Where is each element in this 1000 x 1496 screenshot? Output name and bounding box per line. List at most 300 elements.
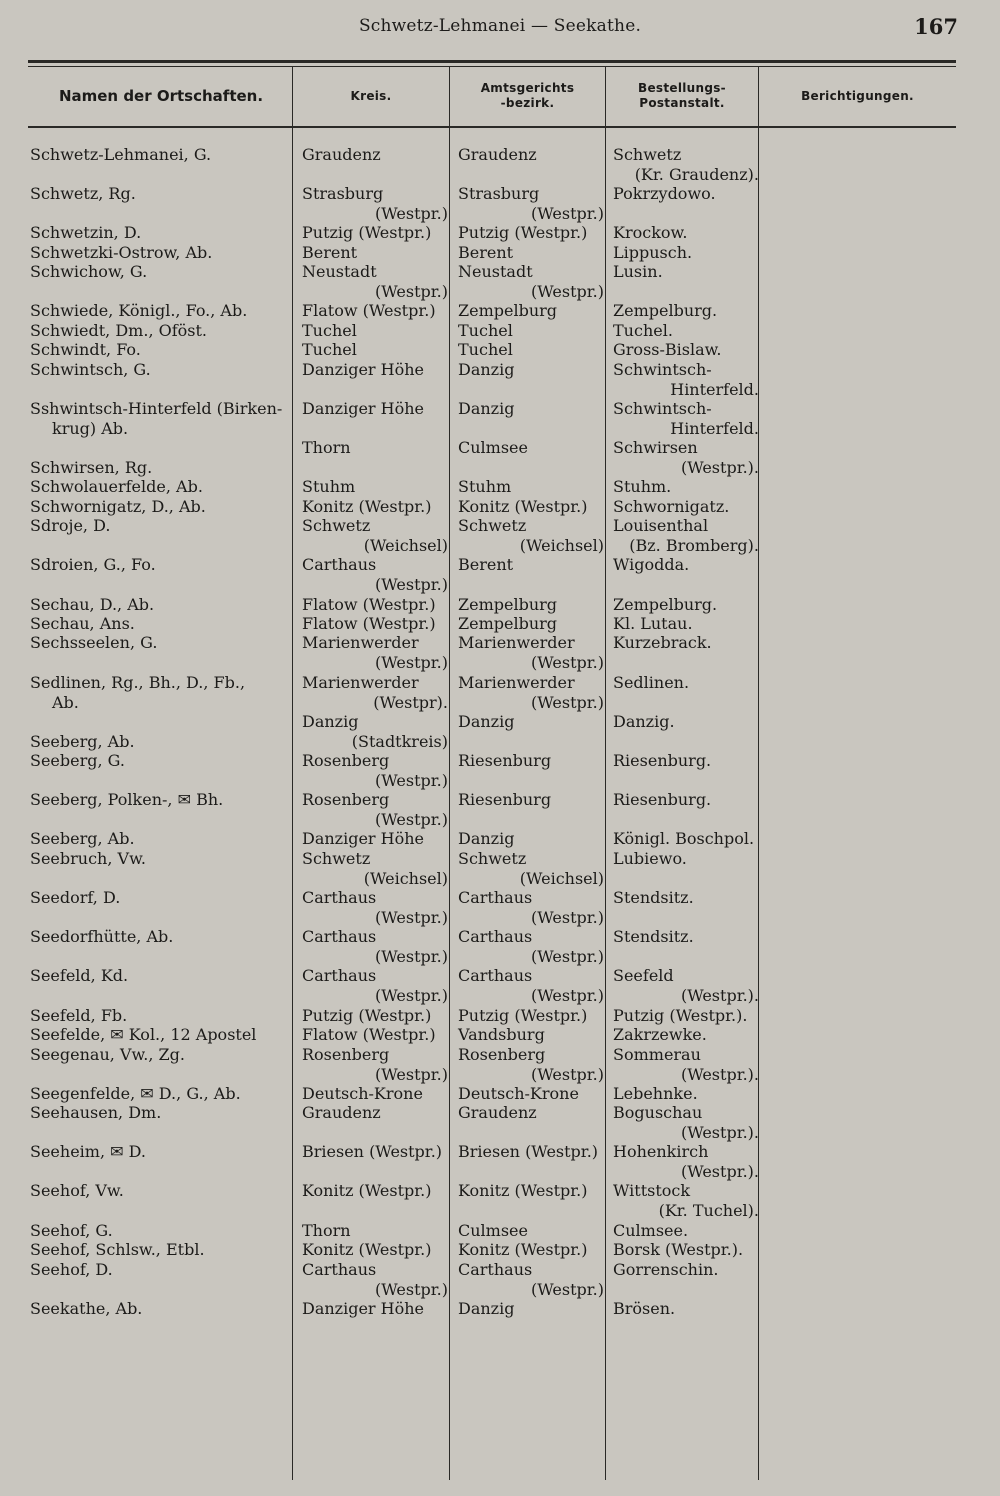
cell-line: Wigodda. bbox=[613, 555, 690, 574]
cell-line: Hinterfeld. bbox=[670, 379, 759, 399]
cell-line: (Westpr.). bbox=[680, 1064, 759, 1084]
place-name bbox=[30, 1299, 292, 1319]
amtsgericht-cell bbox=[458, 262, 604, 301]
kreis-cell bbox=[302, 751, 448, 790]
column-header-kreis: Kreis. bbox=[350, 88, 392, 103]
cell-line: Seehof, G. bbox=[30, 1221, 113, 1240]
place-name bbox=[30, 751, 292, 771]
cell-line: Deutsch-Krone bbox=[302, 1084, 423, 1103]
cell-line: Rosenberg bbox=[302, 1045, 390, 1064]
cell-line: Schwiedt, Dm., Oföst. bbox=[30, 321, 208, 340]
cell-line: Danzig bbox=[458, 399, 515, 418]
postanstalt-cell bbox=[613, 1084, 759, 1104]
place-name bbox=[30, 438, 292, 477]
cell-line: Tuchel bbox=[302, 321, 357, 340]
cell-line: Seebruch, Vw. bbox=[30, 849, 146, 868]
cell-line: Schwetz bbox=[458, 516, 527, 535]
cell-line: Schwetz-Lehmanei, G. bbox=[30, 145, 212, 164]
cell-line: Borsk (Westpr.). bbox=[613, 1240, 744, 1259]
kreis-cell bbox=[302, 399, 448, 419]
kreis-cell bbox=[302, 888, 448, 927]
page-number: 167 bbox=[914, 14, 958, 39]
place-name bbox=[30, 340, 292, 360]
cell-line: Seedorfhütte, Ab. bbox=[30, 927, 174, 946]
amtsgericht-cell bbox=[458, 399, 604, 419]
kreis-cell bbox=[302, 614, 448, 634]
cell-line: Schwiede, Königl., Fo., Ab. bbox=[30, 301, 248, 320]
cell-line: Louisenthal bbox=[613, 516, 709, 535]
amtsgericht-cell bbox=[458, 516, 604, 555]
cell-line: Schwirsen, Rg. bbox=[30, 457, 153, 477]
cell-line: (Westpr.) bbox=[375, 652, 448, 672]
amtsgericht-cell bbox=[458, 321, 604, 341]
amtsgericht-cell bbox=[458, 1181, 604, 1201]
place-name bbox=[30, 243, 292, 263]
cell-line: Tuchel bbox=[302, 340, 357, 359]
place-name bbox=[30, 399, 292, 438]
cell-line: Seehof, Schlsw., Etbl. bbox=[30, 1240, 205, 1259]
cell-line: Sdroien, G., Fo. bbox=[30, 555, 156, 574]
amtsgericht-cell bbox=[458, 927, 604, 966]
cell-line: Seeberg, Polken-, ✉ Bh. bbox=[30, 790, 224, 809]
place-name bbox=[30, 301, 292, 321]
place-name bbox=[30, 1103, 292, 1123]
cell-line: Schwetz, Rg. bbox=[30, 184, 136, 203]
cell-line: Seefelde, ✉ Kol., 12 Apostel bbox=[30, 1025, 257, 1044]
amtsgericht-cell bbox=[458, 1084, 604, 1104]
cell-line: Rosenberg bbox=[302, 790, 390, 809]
cell-line: Zempelburg. bbox=[613, 301, 718, 320]
cell-line: Graudenz bbox=[458, 145, 537, 164]
cell-line: Zakrzewke. bbox=[613, 1025, 707, 1044]
kreis-cell bbox=[302, 438, 448, 458]
place-name bbox=[30, 1260, 292, 1280]
cell-line: Putzig (Westpr.) bbox=[302, 1006, 432, 1025]
cell-line: Berent bbox=[302, 243, 358, 262]
cell-line: Culmsee bbox=[458, 438, 528, 457]
cell-line: Hohenkirch bbox=[613, 1142, 709, 1161]
cell-line: Schwetzki-Ostrow, Ab. bbox=[30, 243, 213, 262]
cell-line: Marienwerder bbox=[458, 673, 575, 692]
amtsgericht-cell bbox=[458, 1240, 604, 1260]
postanstalt-cell bbox=[613, 1181, 759, 1220]
place-name bbox=[30, 477, 292, 497]
kreis-cell bbox=[302, 301, 448, 321]
cell-line: Kurzebrack. bbox=[613, 633, 712, 652]
kreis-cell bbox=[302, 223, 448, 243]
cell-line: Danziger Höhe bbox=[302, 360, 425, 379]
postanstalt-cell bbox=[613, 790, 759, 810]
cell-line: Ab. bbox=[52, 692, 79, 712]
cell-line: Seeheim, ✉ D. bbox=[30, 1142, 146, 1161]
amtsgericht-cell bbox=[458, 673, 604, 712]
amtsgericht-cell bbox=[458, 966, 604, 1005]
cell-line: Schwetzin, D. bbox=[30, 223, 142, 242]
postanstalt-cell bbox=[613, 1221, 759, 1241]
cell-line: Sommerau bbox=[613, 1045, 701, 1064]
amtsgericht-cell bbox=[458, 340, 604, 360]
place-name bbox=[30, 1142, 292, 1162]
cell-line: Tuchel. bbox=[613, 321, 673, 340]
cell-line: Neustadt bbox=[458, 262, 533, 281]
kreis-cell bbox=[302, 829, 448, 849]
amtsgericht-cell bbox=[458, 1142, 604, 1162]
cell-line bbox=[30, 712, 292, 732]
cell-line: Gross-Bislaw. bbox=[613, 340, 722, 359]
cell-line: (Westpr.) bbox=[531, 1064, 604, 1084]
place-name bbox=[30, 1084, 292, 1104]
cell-line: Konitz (Westpr.) bbox=[458, 1240, 588, 1259]
cell-line: Danziger Höhe bbox=[302, 1299, 425, 1318]
cell-line: Schwintsch- bbox=[613, 399, 712, 418]
running-title: Schwetz-Lehmanei — Seekathe. bbox=[358, 16, 642, 36]
cell-line: Königl. Boschpol. bbox=[613, 829, 755, 848]
cell-line: (Westpr.) bbox=[375, 809, 448, 829]
cell-line: Deutsch-Krone bbox=[458, 1084, 579, 1103]
cell-line: Stendsitz. bbox=[613, 927, 694, 946]
cell-line: Schwetz bbox=[302, 849, 371, 868]
cell-line: Brösen. bbox=[613, 1299, 676, 1318]
kreis-cell bbox=[302, 1181, 448, 1201]
cell-line: Tuchel bbox=[458, 321, 513, 340]
postanstalt-cell bbox=[613, 340, 759, 360]
cell-line: Graudenz bbox=[302, 145, 381, 164]
cell-line: Danzig bbox=[458, 712, 515, 731]
cell-line: Danzig bbox=[458, 360, 515, 379]
cell-line: Schwintsch- bbox=[613, 360, 712, 379]
cell-line: (Westpr.) bbox=[375, 281, 448, 301]
cell-line: (Kr. Tuchel). bbox=[658, 1200, 759, 1220]
kreis-cell bbox=[302, 497, 448, 517]
postanstalt-cell bbox=[613, 595, 759, 615]
amtsgericht-cell bbox=[458, 243, 604, 263]
cell-line: Marienwerder bbox=[302, 673, 419, 692]
amtsgericht-cell bbox=[458, 595, 604, 615]
column-header-amtsgerichtsbezirk-text: Amtsgerichts-bezirk. bbox=[480, 81, 575, 110]
postanstalt-cell bbox=[613, 1006, 759, 1026]
cell-line: Kl. Lutau. bbox=[613, 614, 693, 633]
kreis-cell bbox=[302, 673, 448, 712]
postanstalt-cell bbox=[613, 301, 759, 321]
cell-line: (Bz. Bromberg). bbox=[629, 535, 759, 555]
cell-line: Carthaus bbox=[302, 555, 377, 574]
cell-line: Culmsee. bbox=[613, 1221, 689, 1240]
column-header-name: Namen der Ortschaften. bbox=[58, 86, 264, 105]
cell-line: Stendsitz. bbox=[613, 888, 694, 907]
kreis-cell bbox=[302, 1240, 448, 1260]
cell-line: Carthaus bbox=[302, 927, 377, 946]
cell-line: (Westpr.) bbox=[531, 652, 604, 672]
cell-line: Lebehnke. bbox=[613, 1084, 698, 1103]
cell-line: (Weichsel) bbox=[519, 535, 604, 555]
kreis-cell bbox=[302, 145, 448, 165]
cell-line: Riesenburg bbox=[458, 751, 552, 770]
cell-line: Seefeld bbox=[613, 966, 674, 985]
cell-line: Zempelburg bbox=[458, 614, 558, 633]
cell-line: Wittstock bbox=[613, 1181, 691, 1200]
postanstalt-cell bbox=[613, 1142, 759, 1181]
place-name bbox=[30, 1045, 292, 1065]
cell-line: Hinterfeld. bbox=[670, 418, 759, 438]
kreis-cell bbox=[302, 477, 448, 497]
place-name bbox=[30, 1025, 292, 1045]
amtsgericht-cell bbox=[458, 145, 604, 165]
postanstalt-cell bbox=[613, 1103, 759, 1142]
cell-line: (Westpr). bbox=[373, 692, 448, 712]
cell-line: (Westpr.). bbox=[680, 1122, 759, 1142]
cell-line: Carthaus bbox=[458, 927, 533, 946]
cell-line: Schwintsch, G. bbox=[30, 360, 151, 379]
kreis-cell bbox=[302, 262, 448, 301]
cell-line: Strasburg bbox=[458, 184, 540, 203]
place-name bbox=[30, 184, 292, 204]
cell-line: krug) Ab. bbox=[52, 418, 129, 438]
cell-line: Konitz (Westpr.) bbox=[302, 497, 432, 516]
cell-line: Zempelburg bbox=[458, 595, 558, 614]
cell-line: Schwetz bbox=[302, 516, 371, 535]
cell-line: Graudenz bbox=[458, 1103, 537, 1122]
amtsgericht-cell bbox=[458, 751, 604, 771]
kreis-cell bbox=[302, 340, 448, 360]
cell-line: Culmsee bbox=[458, 1221, 528, 1240]
cell-line: (Westpr.) bbox=[531, 1279, 604, 1299]
place-name bbox=[30, 829, 292, 849]
kreis-cell bbox=[302, 595, 448, 615]
cell-line: Putzig (Westpr.) bbox=[302, 223, 432, 242]
cell-line: Schwornigatz. bbox=[613, 497, 730, 516]
cell-line: Flatow (Westpr.) bbox=[302, 614, 436, 633]
amtsgericht-cell bbox=[458, 1045, 604, 1084]
place-name bbox=[30, 223, 292, 243]
place-name bbox=[30, 1221, 292, 1241]
postanstalt-cell bbox=[613, 497, 759, 517]
cell-line: Sechsseelen, G. bbox=[30, 633, 158, 652]
amtsgericht-cell bbox=[458, 1006, 604, 1026]
postanstalt-cell bbox=[613, 438, 759, 477]
cell-line: (Westpr.) bbox=[375, 907, 448, 927]
cell-line: Gorrenschin. bbox=[613, 1260, 719, 1279]
cell-line: Seehausen, Dm. bbox=[30, 1103, 162, 1122]
cell-line: Flatow (Westpr.) bbox=[302, 1025, 436, 1044]
amtsgericht-cell bbox=[458, 790, 604, 810]
cell-line: Seefeld, Kd. bbox=[30, 966, 129, 985]
cell-line: Konitz (Westpr.) bbox=[302, 1181, 432, 1200]
kreis-cell bbox=[302, 184, 448, 223]
cell-line: Sshwintsch-Hinterfeld (Birken- bbox=[30, 399, 283, 418]
amtsgericht-cell bbox=[458, 712, 604, 732]
kreis-cell bbox=[302, 1299, 448, 1319]
cell-line: Berent bbox=[458, 555, 514, 574]
cell-line: Marienwerder bbox=[302, 633, 419, 652]
cell-line: Schwetz bbox=[458, 849, 527, 868]
cell-line: (Westpr.) bbox=[375, 985, 448, 1005]
cell-line: (Stadtkreis) bbox=[351, 731, 448, 751]
cell-line: Seegenau, Vw., Zg. bbox=[30, 1045, 185, 1064]
column-header-berichtigungen: Berichtigungen. bbox=[801, 88, 914, 103]
cell-line: Sedlinen. bbox=[613, 673, 690, 692]
place-name bbox=[30, 927, 292, 947]
amtsgericht-cell bbox=[458, 555, 604, 575]
postanstalt-cell bbox=[613, 849, 759, 869]
cell-line: Pokrzydowo. bbox=[613, 184, 716, 203]
cell-line: Putzig (Westpr.). bbox=[613, 1006, 748, 1025]
cell-line: Seehof, D. bbox=[30, 1260, 113, 1279]
cell-line: (Weichsel) bbox=[519, 868, 604, 888]
cell-line: Stuhm bbox=[458, 477, 512, 496]
postanstalt-cell bbox=[613, 927, 759, 947]
cell-line: Schwindt, Fo. bbox=[30, 340, 141, 359]
cell-line: Rosenberg bbox=[458, 1045, 546, 1064]
amtsgericht-cell bbox=[458, 1260, 604, 1299]
cell-line: Flatow (Westpr.) bbox=[302, 595, 436, 614]
place-name bbox=[30, 849, 292, 869]
postanstalt-cell bbox=[613, 673, 759, 693]
cell-line: Rosenberg bbox=[302, 751, 390, 770]
cell-line: Riesenburg bbox=[458, 790, 552, 809]
cell-line: Strasburg bbox=[302, 184, 384, 203]
amtsgericht-cell bbox=[458, 829, 604, 849]
cell-line: (Westpr.) bbox=[375, 1279, 448, 1299]
cell-line: Seeberg, G. bbox=[30, 751, 125, 770]
amtsgericht-cell bbox=[458, 477, 604, 497]
amtsgericht-cell bbox=[458, 1103, 604, 1123]
cell-line: Thorn bbox=[302, 438, 351, 457]
postanstalt-cell bbox=[613, 712, 759, 732]
cell-line: Zempelburg. bbox=[613, 595, 718, 614]
amtsgericht-cell bbox=[458, 301, 604, 321]
amtsgericht-cell bbox=[458, 614, 604, 634]
place-name bbox=[30, 145, 292, 165]
cell-line: Putzig (Westpr.) bbox=[458, 223, 588, 242]
cell-line: Briesen (Westpr.) bbox=[302, 1142, 443, 1161]
postanstalt-cell bbox=[613, 321, 759, 341]
place-name bbox=[30, 673, 292, 712]
cell-line: Riesenburg. bbox=[613, 751, 712, 770]
cell-line: (Westpr.) bbox=[375, 946, 448, 966]
kreis-cell bbox=[302, 1142, 448, 1162]
postanstalt-cell bbox=[613, 184, 759, 204]
cell-line: Putzig (Westpr.) bbox=[458, 1006, 588, 1025]
place-name bbox=[30, 633, 292, 653]
cell-line: (Westpr.) bbox=[531, 946, 604, 966]
cell-line: (Westpr.) bbox=[531, 692, 604, 712]
amtsgericht-cell bbox=[458, 438, 604, 458]
cell-line: Schwetz bbox=[613, 145, 682, 164]
postanstalt-cell bbox=[613, 1045, 759, 1084]
cell-line: (Westpr.) bbox=[531, 203, 604, 223]
kreis-cell bbox=[302, 1025, 448, 1045]
cell-line: (Kr. Graudenz). bbox=[634, 164, 759, 184]
cell-line: Seekathe, Ab. bbox=[30, 1299, 143, 1318]
amtsgericht-cell bbox=[458, 1025, 604, 1045]
column-header-postanstalt-text: Bestellungs-Postanstalt. bbox=[638, 81, 726, 110]
cell-line: Lusin. bbox=[613, 262, 663, 281]
postanstalt-cell bbox=[613, 633, 759, 653]
cell-line: (Westpr.). bbox=[680, 985, 759, 1005]
cell-line: Lippusch. bbox=[613, 243, 693, 262]
cell-line: (Westpr.). bbox=[680, 457, 759, 477]
kreis-cell bbox=[302, 1221, 448, 1241]
kreis-cell bbox=[302, 1084, 448, 1104]
kreis-cell bbox=[302, 966, 448, 1005]
cell-line: Tuchel bbox=[458, 340, 513, 359]
postanstalt-cell bbox=[613, 145, 759, 184]
kreis-cell bbox=[302, 360, 448, 380]
postanstalt-cell bbox=[613, 1260, 759, 1280]
cell-line: Danzig bbox=[302, 712, 359, 731]
cell-line: (Weichsel) bbox=[363, 868, 448, 888]
cell-line: Marienwerder bbox=[458, 633, 575, 652]
postanstalt-cell bbox=[613, 888, 759, 908]
kreis-cell bbox=[302, 243, 448, 263]
place-name bbox=[30, 888, 292, 908]
postanstalt-cell bbox=[613, 1025, 759, 1045]
kreis-cell bbox=[302, 1006, 448, 1026]
place-name bbox=[30, 966, 292, 986]
amtsgericht-cell bbox=[458, 1221, 604, 1241]
cell-line: Schwirsen bbox=[613, 438, 698, 457]
cell-line: (Westpr.) bbox=[531, 985, 604, 1005]
postanstalt-cell bbox=[613, 399, 759, 438]
place-name bbox=[30, 614, 292, 634]
cell-line: Thorn bbox=[302, 1221, 351, 1240]
cell-line: Briesen (Westpr.) bbox=[458, 1142, 599, 1161]
postanstalt-cell bbox=[613, 829, 759, 849]
cell-line: Seedorf, D. bbox=[30, 888, 121, 907]
postanstalt-cell bbox=[613, 966, 759, 1005]
amtsgericht-cell bbox=[458, 1299, 604, 1319]
amtsgericht-cell bbox=[458, 633, 604, 672]
postanstalt-cell bbox=[613, 243, 759, 263]
cell-line: (Westpr.) bbox=[375, 770, 448, 790]
postanstalt-cell bbox=[613, 1240, 759, 1260]
cell-line: Carthaus bbox=[302, 888, 377, 907]
place-name bbox=[30, 262, 292, 282]
cell-line: Schwornigatz, D., Ab. bbox=[30, 497, 206, 516]
kreis-cell bbox=[302, 790, 448, 829]
cell-line: Stuhm. bbox=[613, 477, 672, 496]
cell-line: Flatow (Westpr.) bbox=[302, 301, 436, 320]
place-name bbox=[30, 1181, 292, 1201]
cell-line: Berent bbox=[458, 243, 514, 262]
cell-line: Carthaus bbox=[458, 888, 533, 907]
place-name bbox=[30, 555, 292, 575]
cell-line: Graudenz bbox=[302, 1103, 381, 1122]
amtsgericht-cell bbox=[458, 888, 604, 927]
cell-line: Danzig bbox=[458, 1299, 515, 1318]
place-name bbox=[30, 1240, 292, 1260]
cell-line: Neustadt bbox=[302, 262, 377, 281]
cell-line: Schwichow, G. bbox=[30, 262, 148, 281]
postanstalt-cell bbox=[613, 555, 759, 575]
cell-line: Seeberg, Ab. bbox=[30, 829, 135, 848]
cell-line: Danziger Höhe bbox=[302, 399, 425, 418]
place-name bbox=[30, 516, 292, 536]
kreis-cell bbox=[302, 321, 448, 341]
cell-line: (Westpr.) bbox=[531, 281, 604, 301]
cell-line: Schwolauerfelde, Ab. bbox=[30, 477, 203, 496]
cell-line: Danziger Höhe bbox=[302, 829, 425, 848]
place-name bbox=[30, 360, 292, 380]
cell-line: Seeberg, Ab. bbox=[30, 731, 135, 751]
cell-line: Zempelburg bbox=[458, 301, 558, 320]
cell-line bbox=[30, 438, 292, 458]
cell-line: Stuhm bbox=[302, 477, 356, 496]
postanstalt-cell bbox=[613, 751, 759, 771]
place-name bbox=[30, 790, 292, 810]
postanstalt-cell bbox=[613, 614, 759, 634]
amtsgericht-cell bbox=[458, 223, 604, 243]
